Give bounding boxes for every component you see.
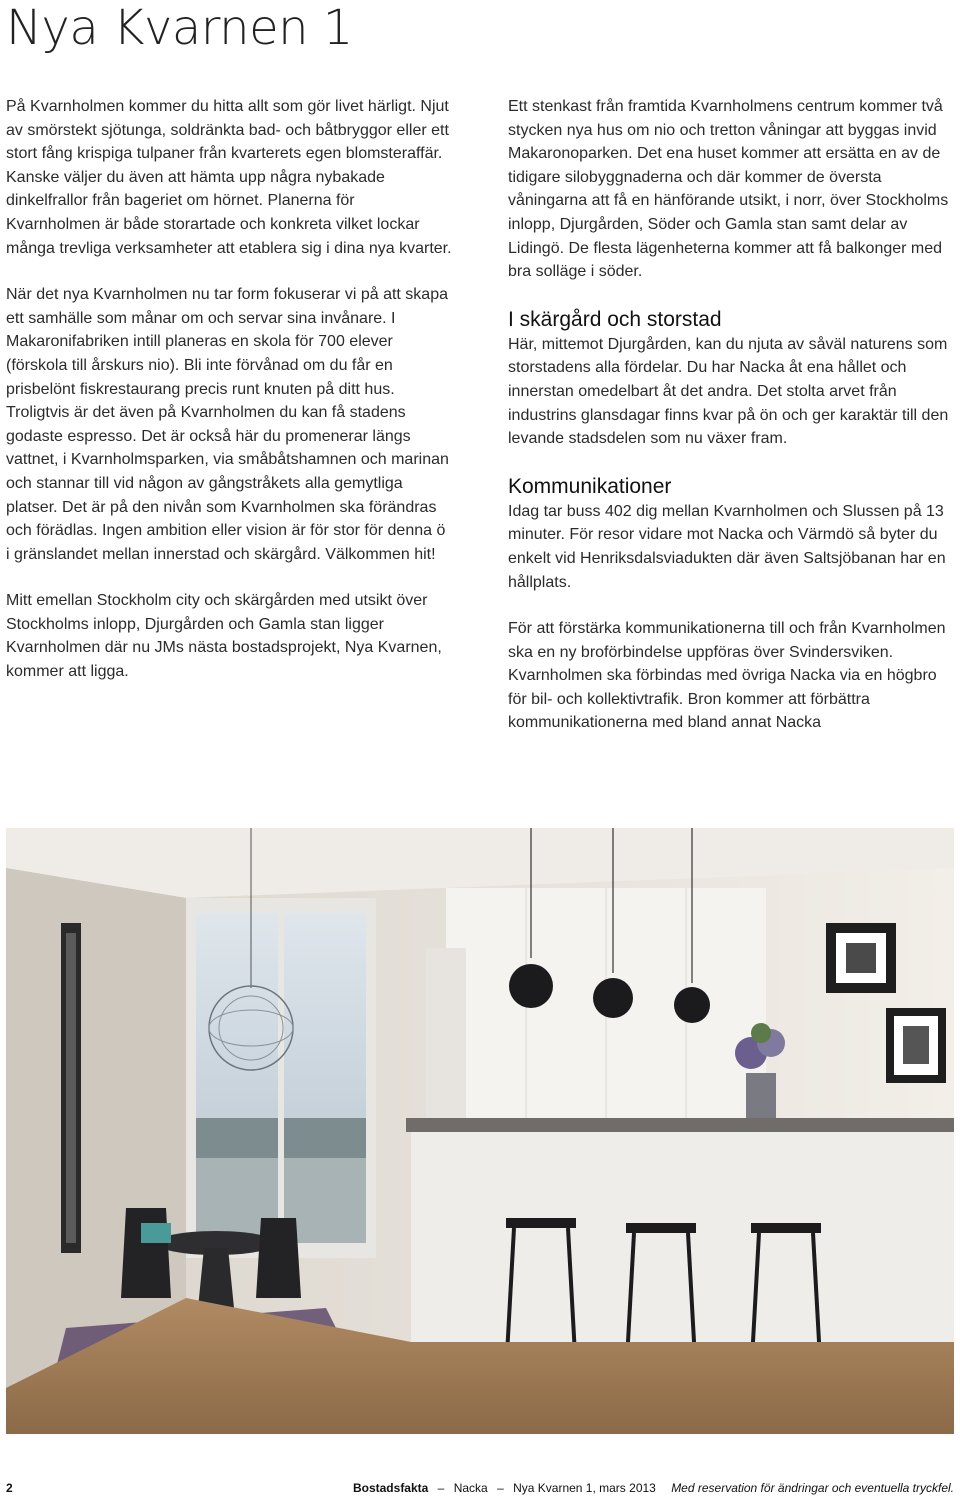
publication-name: Bostadsfakta — [352, 1481, 429, 1495]
intro-paragraph: På Kvarnholmen kommer du hitta allt som gör livet härligt. Njut av smörstekt sjötunga, soldränkta bad- och båtbryggor eller ett stort fång krispiga tulpaner från kvarterets egen blomsteraffär. Kanske väljer du även att hämta upp några nybakade dinkelfrallor från bageriet om hörnet. Planerna för Kvarnholmen är både storartade och konkreta vilket lockar många trevliga verksamheter att etablera sig i dina nya kvarter. — [6, 98, 452, 257]
page-footer — [0, 1478, 960, 1498]
section-heading-skargard: I skärgård och storstad — [508, 307, 722, 331]
section-text-skargard: Här, mittemot Djurgården, kan du njuta av såväl naturens som storstadens alla fördelar. Du har Nacka åt ena hållet och innerstan omedelbart åt det andra. Det stolta arvet från industrins glansdagar finns kvar på ön och ger karaktär till den levande stadsdelen som nu växer fram. — [508, 335, 949, 448]
section-text-kommunikationer: Idag tar buss 402 dig mellan Kvarnholmen och Slussen på 13 minuter. För resor vidare mot Nacka och Värmdö så byter du enkelt vid Henriksdalsviadukten där även Saltsjöbanan har en hållplats. — [508, 502, 946, 591]
separator: – — [437, 1481, 445, 1495]
page-title: Nya Kvarnen 1 — [6, 0, 353, 56]
interior-kitchen-photo — [6, 828, 954, 1434]
separator: – — [497, 1481, 504, 1495]
section-text-bridge: För att förstärka kommunikationerna till och från Kvarnholmen ska en ny broförbindelse uppföras över Svindersviken. Kvarnholmen ska förbindas med övriga Nacka via en högbro för bil- och kollektivtrafik. Bron kommer att förbättra kommunikationerna med bland annat Nacka — [508, 620, 946, 732]
project-date: Nya Kvarnen 1, mars 2013 — [513, 1481, 656, 1495]
disclaimer: Med reservation för ändringar och eventuella tryckfel. — [671, 1481, 954, 1495]
location-paragraph: Mitt emellan Stockholm city och skärgården med utsikt över Stockholms inlopp, Djurgården och Gamla stan ligger Kvarnholmen där nu JMs nästa bostadsprojekt, Nya Kvarnen, kommer att ligga. — [6, 592, 442, 681]
left-column — [6, 95, 452, 707]
section-heading-kommunikationer: Kommunikationer — [508, 474, 672, 498]
right-column — [508, 95, 954, 758]
page-number: 2 — [6, 1481, 13, 1495]
area-name: Nacka — [453, 1481, 488, 1495]
community-paragraph: När det nya Kvarnholmen nu tar form fokuserar vi på att skapa ett samhälle som månar om och servar sina invånare. I Makaronifabriken intill planeras en skola för 700 elever (förskola till årskurs nio). Bli inte förvånad om du får en prisbelönt fiskrestaurang precis runt knuten på ditt hus. Troligtvis är det även på Kvarnholmen du kan få stadens godaste espresso. Det är också här du promenerar längs vattnet, i Kvarnholmsparken, via småbåtshamnen och marinan och stannar till vid någon av gångstråkets alla gemytliga platser. Det är på den nivån som Kvarnholmen ska förändras och förädlas. Ingen ambition eller vision är för stor för denna ö i gränslandet mellan innerstad och skärgård. Välkommen hit! — [6, 286, 449, 563]
project-paragraph: Ett stenkast från framtida Kvarnholmens centrum kommer två stycken nya hus om nio och tretton våningar att byggas invid Makaronoparken. Det ena huset kommer att ersätta en av de tidigare silobyggnaderna och där kommer de översta våningarna att få en hänförande utsikt, i norr, över Stockholms inlopp, Djurgården, Söder och Gamla stan samt delar av Lidingö. De flesta lägenheterna kommer att få balkonger med bra solläge i söder. — [508, 98, 949, 281]
footer-meta — [353, 1478, 954, 1498]
